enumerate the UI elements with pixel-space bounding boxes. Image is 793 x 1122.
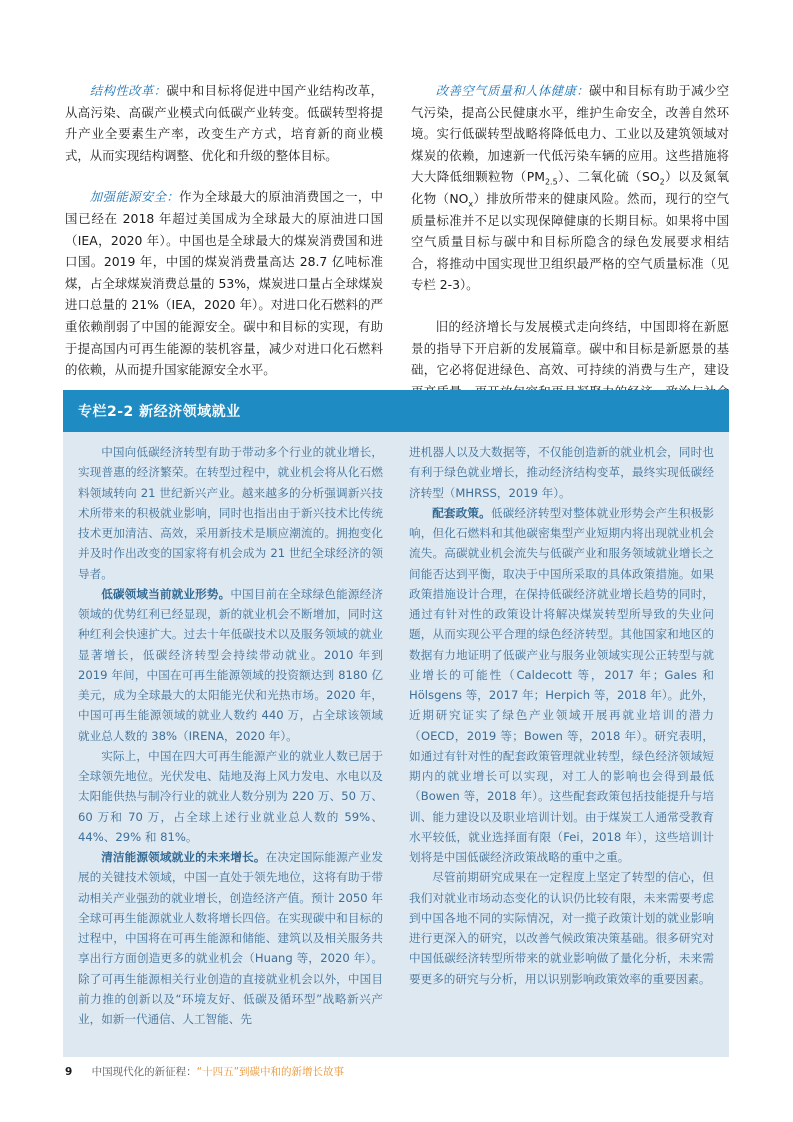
current-employment-heading: 低碳领域当前就业形势。: [101, 586, 231, 601]
left-text-column: [65, 80, 383, 381]
current-employment-paragraph: [78, 584, 383, 746]
nox-subscript: x: [468, 199, 474, 209]
structural-reform-paragraph: [65, 80, 383, 166]
air-quality-text-a: 碳中和目标有助于减少空气污染，提高公民健康水平，维护生命安全，改善自然环境。实行低碳转型战略将降低电力、工业以及建筑领域对煤炭的依赖，加速新一代低污染车辆的应用。这些措施将大大降低细颗粒物（PM: [411, 83, 730, 185]
page-number: 9: [65, 1066, 73, 1078]
energy-security-text: 作为全球最大的原油消费国之一，中国已经在 2018 年超过美国成为全球最大的原油进口国（IEA，2020 年）。中国也是全球最大的煤炭消费国和进口国。2019 年，中国的煤炭消费量高达 28.7 亿吨标准煤，占全球煤炭消费总量的 53%，煤炭进口量占全球煤炭进口总量的 21%（IEA，2020 年）。对进口化石燃料的严重依赖削弱了中国的能源安全。碳中和目标的实现，有助于提高国内可再生能源的装机容量，减少对进口化石燃料的依赖，从而提升国家能源安全水平。: [65, 189, 384, 378]
box-body: [63, 432, 729, 1057]
energy-security-lead: 加强能源安全：: [89, 189, 180, 205]
box-header: [63, 390, 729, 432]
supporting-policy-paragraph: [409, 503, 714, 868]
continued-paragraph: 进机器人以及大数据等，不仅能创造新的就业机会，同时也有利于绿色就业增长，推动经济结构变革，最终实现低碳经济转型（MHRSS，2019 年）。: [409, 445, 714, 500]
pm-subscript: 2.5: [544, 177, 558, 187]
footer-subtitle: “十四五”到碳中和的新增长故事: [196, 1066, 345, 1078]
future-growth-paragraph: [78, 847, 383, 1029]
future-growth-text: 在决定国际能源产业发展的关键技术领域，中国一直处于领先地位，这将有助于带动相关产业强劲的就业增长，创造经济产值。预计 2050 年全球可再生能源就业人数将增长四倍。在实现碳中和目标的过程中，中国将在可再生能源和储能、建筑以及相关服务共享出行方面创造更多的就业机会（Huang 等，2020 年）。除了可再生能源相关行业创造的直接就业机会以外，中国目前力推的创新以及“环境友好、低碳及循环型”战略新兴产业，如新一代通信、人工智能、先: [78, 850, 383, 1026]
right-text-column: [411, 80, 729, 424]
air-quality-text-c: ）以及氮氧化物（NO: [411, 169, 730, 206]
current-employment-text: 中国目前在全球绿色能源经济领域的优势红利已经显现，新的就业机会不断增加，同时这种红利会快速扩大。过去十年低碳技术以及服务领域的就业显著增长，低碳经济转型会持续带动就业。2010 年到 2019 年间，中国在可再生能源领域的投资额达到 8180 亿美元，成为全球最大的太阳能光伏和光热市场。2020 年，中国可再生能源领域的就业人数约 440 万，占全球该领域就业总人数的 38%（IRENA，2020 年）。: [78, 586, 383, 743]
so2-subscript: 2: [659, 177, 665, 187]
box-title: 专栏2-2 新经济领域就业: [78, 404, 241, 420]
supporting-policy-heading: 配套政策。: [432, 505, 491, 520]
structural-reform-text: 碳中和目标将促进中国产业结构改革，从高污染、高碳产业模式向低碳产业转变。低碳转型将提升产业全要素生产率，改变生产方式，培育新的商业模式，从而实现结构调整、优化和升级的整体目标。: [65, 83, 384, 163]
renewable-jobs-paragraph: 实际上，中国在四大可再生能源产业的就业人数已居于全球领先地位。光伏发电、陆地及海上风力发电、水电以及太阳能供热与制冷行业的就业人数分别为 220 万、50 万、60 万和 70 万，占全球上述行业就业总人数的 59%、44%、29% 和 81%。: [78, 748, 383, 844]
air-quality-text-b: ）、二氧化硫（SO: [557, 169, 660, 185]
footer-title: 中国现代化的新征程：: [91, 1066, 197, 1078]
box-intro-paragraph: 中国向低碳经济转型有助于带动多个行业的就业增长，实现普惠的经济繁荣。在转型过程中，就业机会将从化石燃料领域转向 21 世纪新兴产业。越来越多的分析强调新兴技术所带来的积极就业影响，同时也指出由于新兴技术比传统技术更加清洁、高效，采用新技术是顺应潮流的。拥抱变化并及时作出改变的国家将有机会成为 21 世纪全球经济的领导者。: [78, 445, 383, 581]
air-quality-text-d: ）排放所带来的健康风险。然而，现行的空气质量标准并不足以实现保障健康的长期目标。如果将中国空气质量目标与碳中和目标所隐含的绿色发展要求相结合，将推动中国实现世卫组织最严格的空气质量标准（见专栏 2-3）。: [411, 190, 729, 293]
future-growth-heading: 清洁能源领域就业的未来增长。: [101, 850, 266, 864]
further-research-paragraph: 尽管前期研究成果在一定程度上坚定了转型的信心，但我们对就业市场动态变化的认识仍比较有限，未来需要考虑到中国各地不同的实际情况，对一揽子政策计划的就业影响进行更深入的研究，以改善气候政策决策基础。很多研究对中国低碳经济转型所带来的就业影响做了量化分析，未来需要更多的研究与分析，用以识别影响政策效率的重要因素。: [409, 870, 714, 986]
page-footer: [65, 1064, 344, 1079]
box-right-column: [409, 442, 714, 989]
box-left-column: [78, 442, 383, 1029]
energy-security-paragraph: [65, 186, 383, 380]
structural-reform-lead: 结构性改革：: [89, 83, 167, 98]
supporting-policy-text: 低碳经济转型对整体就业形势会产生积极影响，但化石燃料和其他碳密集型产业短期内将出现就业机会流失。高碳就业机会流失与低碳产业和服务领域就业增长之间能否达到平衡，取决于中国所采取的具体政策措施。如果政策措施设计合理，在保持低碳经济就业增长趋势的同时，通过有针对性的政策设计将解决煤炭转型所导致的失业问题，从而实现公平合理的绿色经济转型。其他国家和地区的数据有力地证明了低碳产业与服务业领域实现公正转型与就业增长的可能性（Caldecott 等，2017 年；Gales 和 Hölsgens 等，2017 年；Herpich 等，2018 年）。此外，近期研究证实了绿色产业领域开展再就业培训的潜力（OECD，2019 等；Bowen 等，2018 年）。研究表明，如通过有针对性的配套政策管理就业转型，绿色经济领域短期内的就业增长可以实现，对工人的影响也会得到最低（Bowen 等，2018 年）。这些配套政策包括技能提升与培训、能力建设以及职业培训计划。由于煤炭工人通常受教育水平较低，就业选择面有限（Fei，2018 年），这些培训计划将是中国低碳经济政策战略的重中之重。: [409, 505, 714, 864]
new-vision-paragraph: 旧的经济增长与发展模式走向终结，中国即将在新愿景的指导下开启新的发展篇章。碳中和目标是新愿景的基础，它必将促进绿色、高效、可持续的消费与生产，建设: [411, 318, 729, 378]
air-quality-lead: 改善空气质量和人体健康：: [435, 83, 589, 98]
air-quality-paragraph: [411, 80, 729, 296]
